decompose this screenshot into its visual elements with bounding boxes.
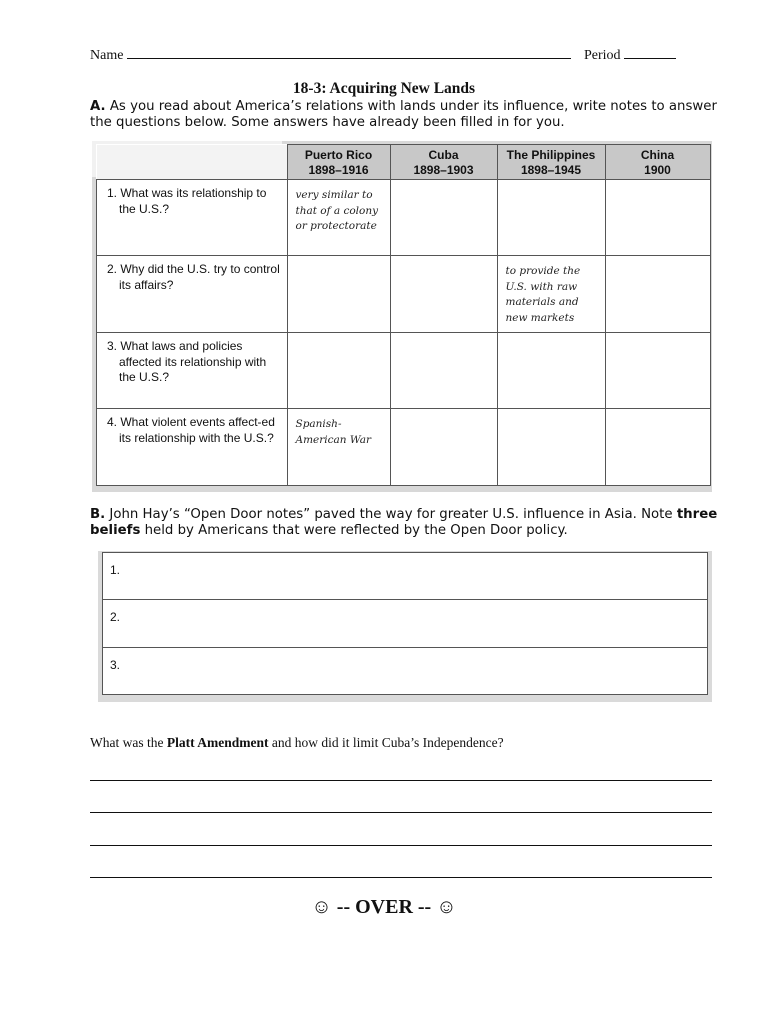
- answer-cell[interactable]: [497, 333, 605, 409]
- smiley-icon: ☺: [311, 896, 332, 918]
- answer-cell[interactable]: [497, 180, 605, 256]
- table-row: [97, 256, 711, 333]
- question-cell: 4. What violent events affect-ed its relationship with the U.S.?: [97, 409, 288, 486]
- answer-cell[interactable]: [605, 256, 710, 333]
- answer-cell[interactable]: [390, 333, 497, 409]
- answer-cell[interactable]: to provide the U.S. with raw materials and new markets: [497, 256, 605, 333]
- section-b-label: B.: [90, 507, 106, 522]
- column-header-puerto-rico: Puerto Rico 1898–1916: [287, 145, 390, 180]
- beliefs-table: [102, 552, 708, 695]
- belief-row[interactable]: 2.: [103, 600, 708, 648]
- over-text: -- OVER --: [336, 896, 432, 918]
- name-blank[interactable]: [127, 46, 571, 59]
- three-beliefs-emphasis: three beliefs: [90, 507, 718, 538]
- table-row: [97, 180, 711, 256]
- belief-row[interactable]: 1.: [103, 553, 708, 600]
- question-cell: 2. Why did the U.S. try to control its affairs?: [97, 256, 288, 333]
- platt-amendment-emphasis: Platt Amendment: [166, 735, 269, 750]
- answer-cell[interactable]: [605, 180, 710, 256]
- smiley-icon: ☺: [436, 896, 457, 918]
- beliefs-box-wrapper: [98, 551, 712, 702]
- column-header-china: China 1900: [605, 145, 710, 180]
- table-corner: [97, 145, 288, 180]
- answer-cell[interactable]: [497, 409, 605, 486]
- notes-table: [96, 144, 711, 486]
- notes-table-wrapper: [92, 141, 712, 492]
- answer-cell[interactable]: [390, 409, 497, 486]
- column-header-cuba: Cuba 1898–1903: [390, 145, 497, 180]
- section-a-instructions: [90, 99, 720, 131]
- answer-cell[interactable]: very similar to that of a colony or protectorate: [287, 180, 390, 256]
- answer-line[interactable]: [90, 812, 712, 813]
- answer-cell[interactable]: [287, 333, 390, 409]
- question-cell: 3. What laws and policies affected its relationship with the U.S.?: [97, 333, 288, 409]
- over-footer: [0, 896, 768, 919]
- section-a-text: As you read about America’s relations with lands under its influence, write notes to answer the questions below. Some answers have already been filled in for you.: [90, 99, 717, 130]
- table-row: [97, 333, 711, 409]
- answer-cell[interactable]: Spanish-American War: [287, 409, 390, 486]
- page-title: 18-3: Acquiring New Lands: [292, 80, 476, 97]
- answer-cell[interactable]: [605, 333, 710, 409]
- question-cell: 1. What was its relationship to the U.S.?: [97, 180, 288, 256]
- answer-line[interactable]: [90, 877, 712, 878]
- section-b-instructions: B. John Hay’s “Open Door notes” paved the way for greater U.S. influence in Asia. Note three beliefs held by Americans that were reflected by the Open Door policy.: [90, 507, 718, 538]
- column-header-philippines: The Philippines 1898–1945: [497, 145, 605, 180]
- answer-cell[interactable]: [390, 256, 497, 333]
- name-period-line: [90, 46, 690, 64]
- name-label: Name: [90, 48, 124, 63]
- answer-line[interactable]: [90, 845, 712, 846]
- belief-row[interactable]: 3.: [103, 648, 708, 695]
- answer-cell[interactable]: [605, 409, 710, 486]
- section-a-label: A.: [90, 99, 106, 114]
- table-row: [97, 409, 711, 486]
- period-blank[interactable]: [624, 46, 676, 59]
- answer-line[interactable]: [90, 780, 712, 781]
- answer-cell[interactable]: [287, 256, 390, 333]
- answer-cell[interactable]: [390, 180, 497, 256]
- platt-question: What was the Platt Amendment and how did it limit Cuba’s Independence?: [90, 735, 504, 750]
- period-label: Period: [583, 48, 621, 63]
